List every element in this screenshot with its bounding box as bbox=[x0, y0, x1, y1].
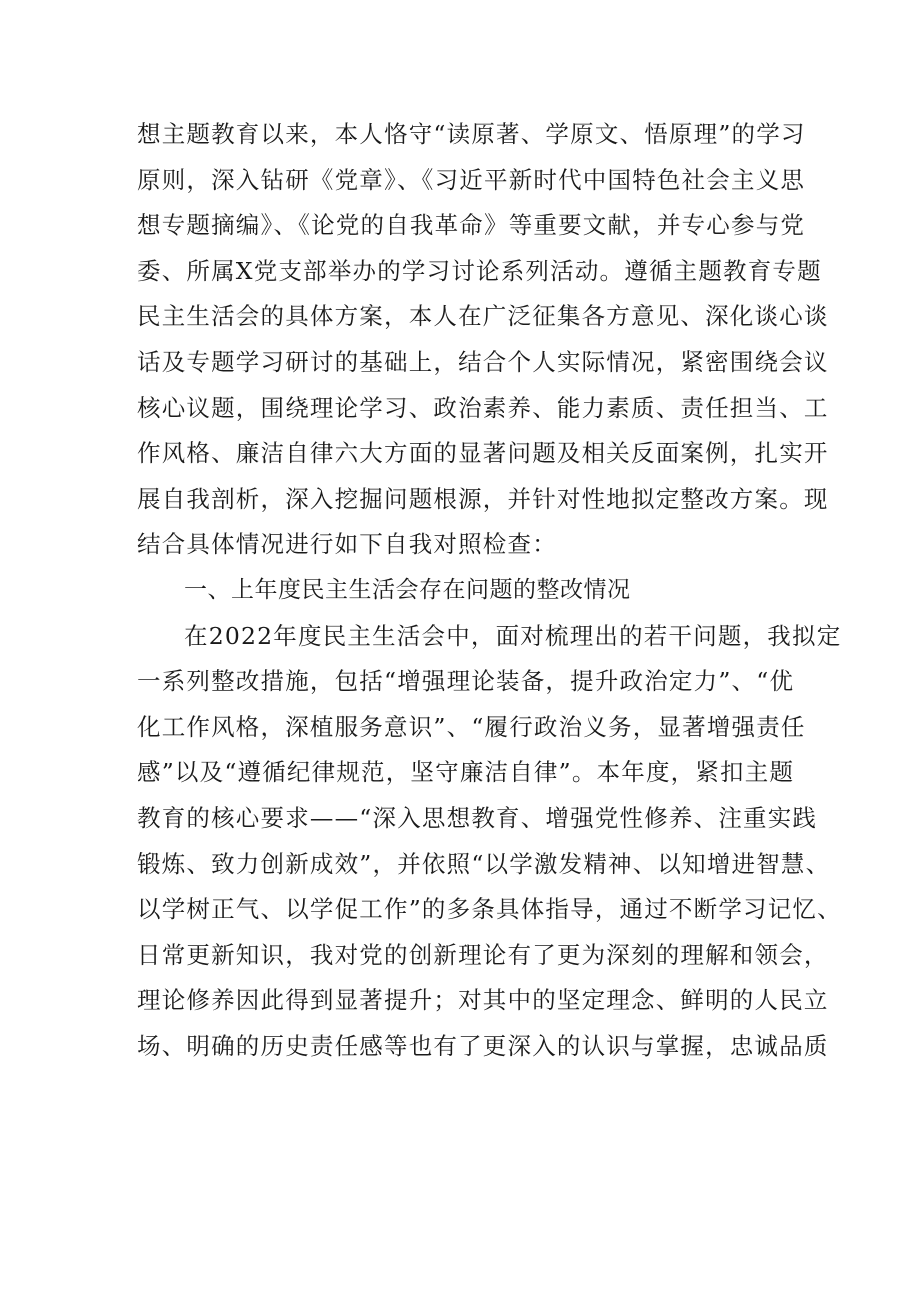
text-line: 感”以及“遵循纪律规范，坚守廉洁自律”。本年度，紧扣主题 bbox=[137, 758, 795, 787]
text-line: 委、所属X党支部举办的学习讨论系列活动。遵循主题教育专题 bbox=[137, 256, 822, 285]
text-line: 教育的核心要求——“深入思想教育、增强党性修养、注重实践 bbox=[137, 803, 818, 832]
text-line: 展自我剖析，深入挖掘问题根源，并针对性地拟定整改方案。现 bbox=[137, 484, 829, 513]
text-line: 理论修养因此得到显著提升；对其中的坚定理念、鲜明的人民立 bbox=[137, 986, 829, 1015]
section-heading: 一、上年度民主生活会存在问题的整改情况 bbox=[184, 576, 631, 603]
text-line: 化工作风格，深植服务意识”、“履行政治义务，显著增强责任 bbox=[137, 712, 806, 741]
text-line: 原则，深入钻研《党章》、《习近平新时代中国特色社会主义思 bbox=[137, 165, 806, 194]
text-line: 民主生活会的具体方案，本人在广泛征集各方意见、深化谈心谈 bbox=[137, 302, 829, 331]
text-line: 想专题摘编》、《论党的自我革命》等重要文献，并专心参与党 bbox=[137, 211, 806, 240]
text-line: 想主题教育以来，本人恪守“读原著、学原文、悟原理”的学习 bbox=[137, 120, 806, 148]
text-line: 在2022年度民主生活会中，面对梳理出的若干问题，我拟定 bbox=[184, 621, 842, 650]
text-line: 日常更新知识，我对党的创新理论有了更为深刻的理解和领会， bbox=[137, 940, 829, 969]
text-line: 作风格、廉洁自律六大方面的显著问题及相关反面案例，扎实开 bbox=[137, 439, 829, 468]
document-body bbox=[137, 112, 842, 1069]
text-line: 核心议题，围绕理论学习、政治素养、能力素质、责任担当、工 bbox=[137, 393, 829, 422]
text-line: 话及专题学习研讨的基础上，结合个人实际情况，紧密围绕会议 bbox=[137, 347, 829, 376]
text-line: 以学树正气、以学促工作”的多条具体指导，通过不断学习记忆、 bbox=[137, 895, 842, 924]
paragraph-1 bbox=[137, 112, 829, 568]
text-line: 结合具体情况进行如下自我对照检查： bbox=[137, 530, 557, 559]
text-line: 一系列整改措施，包括“增强理论装备，提升政治定力”、“优 bbox=[137, 667, 795, 696]
text-line: 锻炼、致力创新成效”，并依照“以学激发精神、以知增进智慧、 bbox=[137, 849, 831, 878]
text-line: 场、明确的历史责任感等也有了更深入的认识与掌握，忠诚品质 bbox=[137, 1031, 829, 1060]
paragraph-2 bbox=[137, 614, 842, 1070]
